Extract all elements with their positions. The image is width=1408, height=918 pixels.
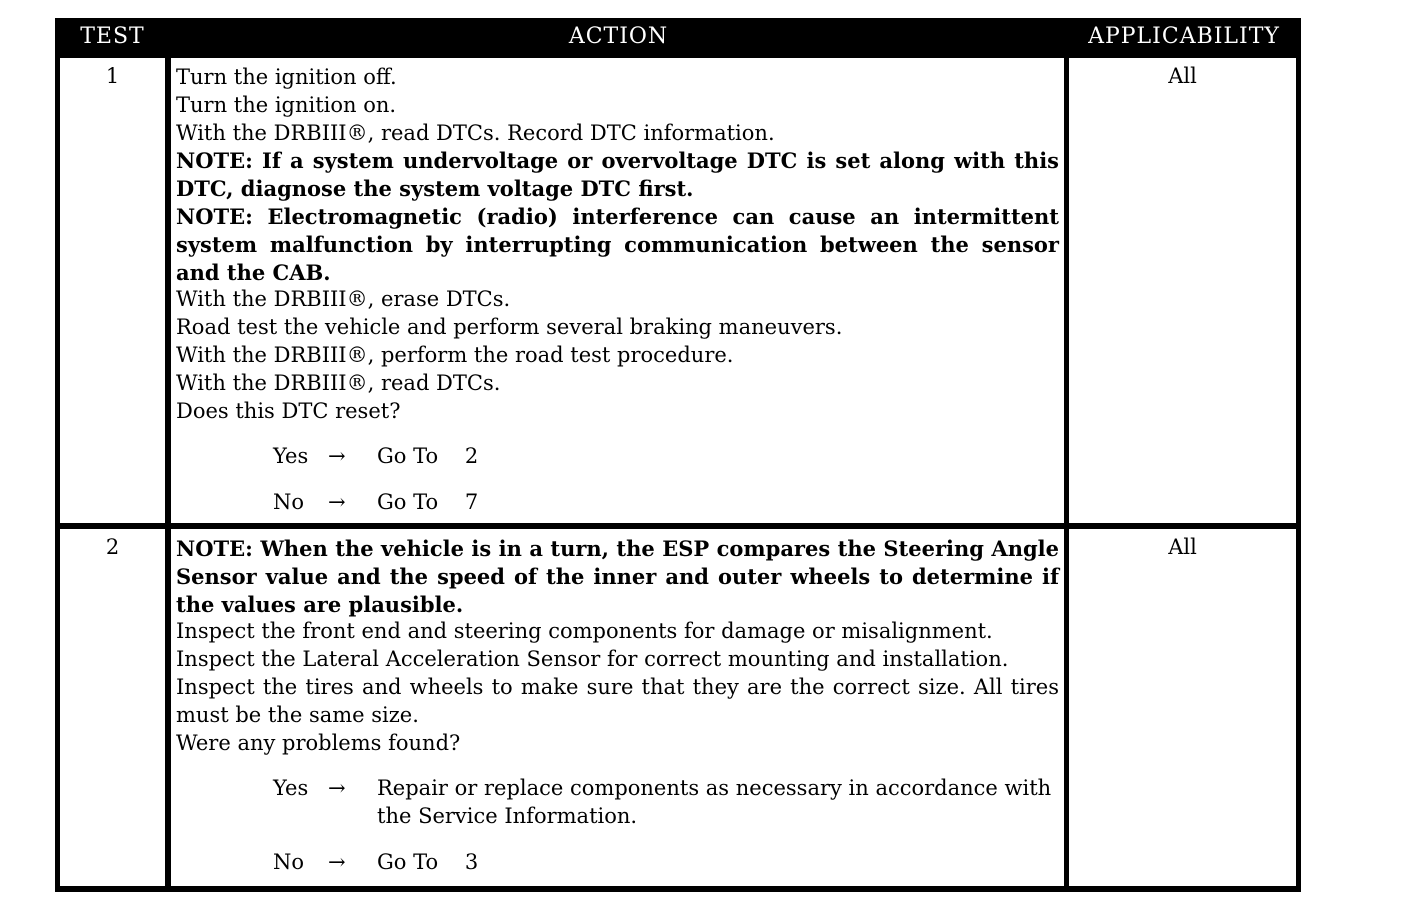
branch-answer: No [273,490,305,515]
branch-no [176,849,1059,877]
applicability-label: All [1168,535,1197,559]
arrow-right-icon: → [328,849,346,874]
header-action: ACTION [568,24,669,49]
branch-yes [176,775,1059,831]
action-cell-1 [171,58,1064,523]
note-interference: NOTE: Electromagnetic (radio) interference can cause an intermittent system malfunction by interrupting communication between the sensor and the CAB. [176,203,1059,285]
action-line: Road test the vehicle and perform several braking maneuvers. [176,315,843,340]
action-line: Turn the ignition on. [176,92,397,117]
branch-answer: Yes [273,776,309,801]
applicability-label: All [1168,64,1197,88]
applicability-cell-1 [1069,58,1296,523]
branch-result: Go To 7 [377,490,479,515]
note-voltage-dtc: NOTE: If a system undervoltage or overvoltage DTC is set along with this DTC, diagnose the system voltage DTC first. [176,148,1059,202]
test-number-label: 2 [105,535,120,559]
action-line: With the DRBIII®, perform the road test procedure. [176,342,734,367]
branch-yes [176,443,1059,471]
header-test: TEST [80,24,145,49]
test-number-2 [60,529,165,886]
applicability-cell-2 [1069,529,1296,886]
diagnostic-table [55,18,1301,892]
header-applicability: APPLICABILITY [1088,24,1280,49]
action-cell-2 [171,529,1064,886]
branch-answer: Yes [273,444,309,469]
branch-answer: No [273,849,305,874]
question-line: Were any problems found? [176,730,461,755]
arrow-right-icon: → [328,490,346,515]
action-line: With the DRBIII®, read DTCs. [176,370,501,395]
branch-result: Go To 2 [377,444,479,469]
arrow-right-icon: → [328,444,346,469]
branch-result: Go To 3 [377,849,479,874]
action-line: Inspect the front end and steering components for damage or misalignment. [176,619,993,644]
action-line: Inspect the tires and wheels to make sure that they are the correct size. All tires must be the same size. [176,674,1059,727]
action-line: Inspect the Lateral Acceleration Sensor for correct mounting and installation. [176,647,1009,672]
branch-result: Repair or replace components as necessary in accordance with the Service Information. [377,776,1052,829]
action-line: With the DRBIII®, erase DTCs. [176,287,511,312]
question-line: Does this DTC reset? [176,398,401,423]
test-number-1 [60,58,165,523]
action-line: With the DRBIII®, read DTCs. Record DTC information. [176,120,775,145]
note-esp: NOTE: When the vehicle is in a turn, the ESP compares the Steering Angle Sensor value and the speed of the inner and outer wheels to determine if the values are plausible. [176,536,1059,617]
test-number-label: 1 [105,64,120,88]
branch-no [176,489,1059,517]
action-line: Turn the ignition off. [176,65,397,89]
arrow-right-icon: → [328,776,346,801]
